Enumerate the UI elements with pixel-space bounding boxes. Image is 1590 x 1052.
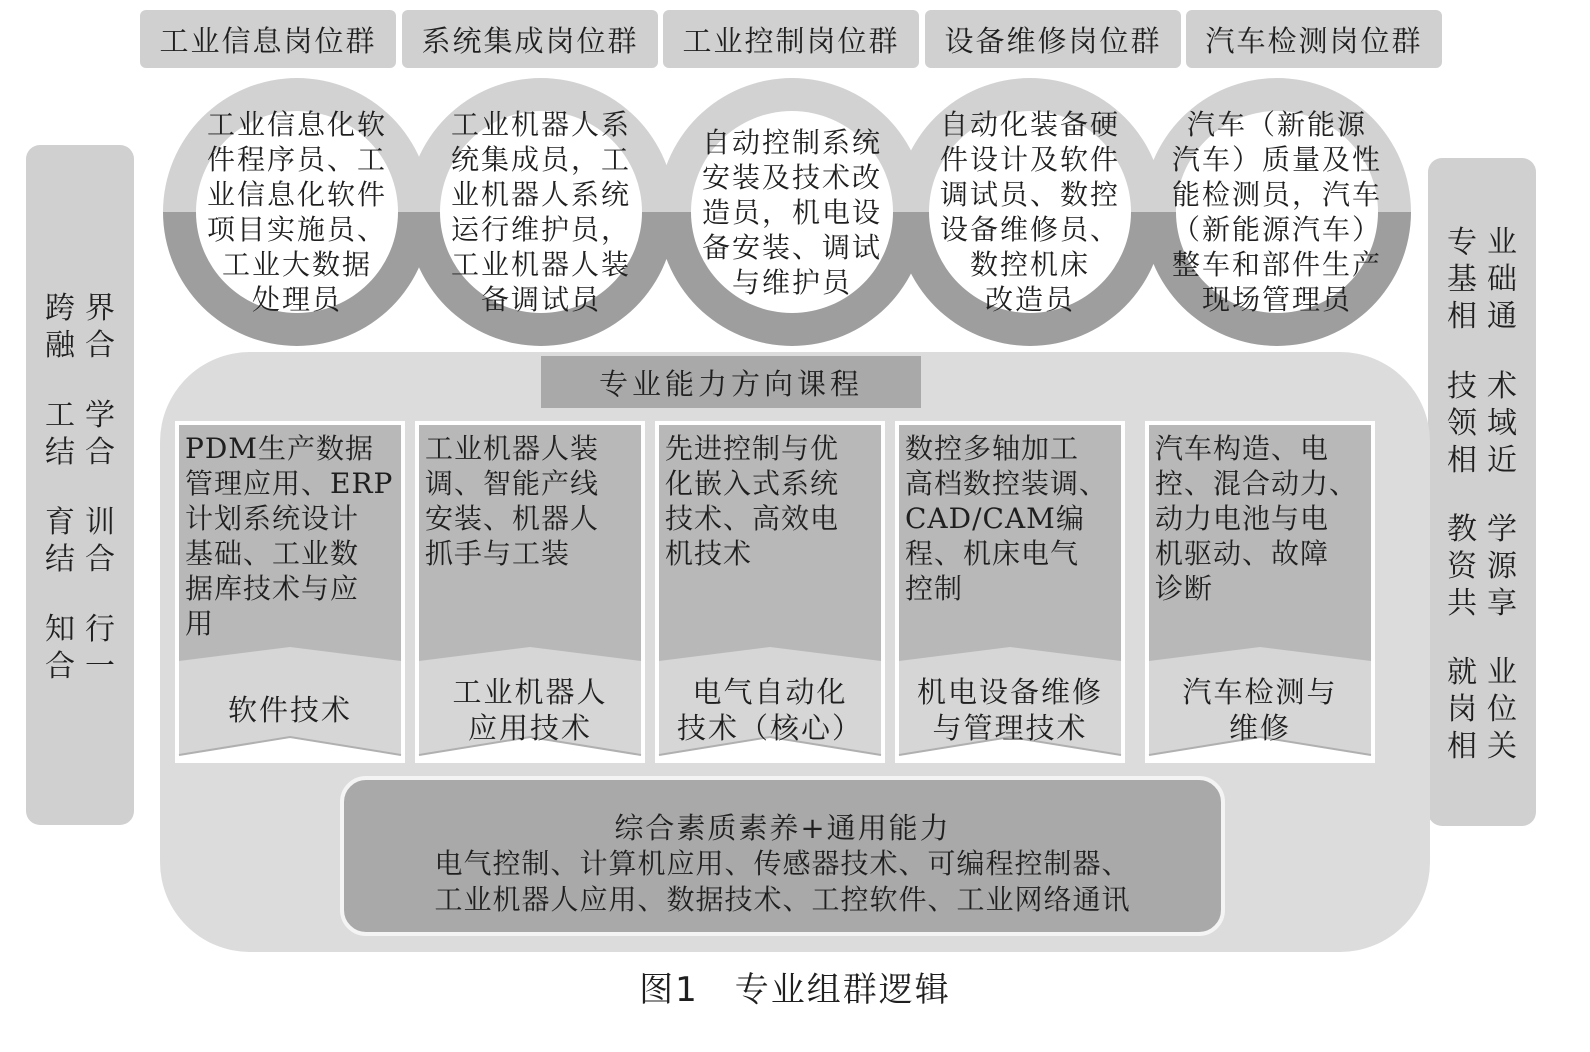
major-name: 工业机器人 应用技术 xyxy=(452,675,608,745)
right-principle-3: 教学 资源 共享 xyxy=(1447,512,1527,621)
ring-control-roles xyxy=(655,75,929,349)
right-principle-1: 专业 基础 相通 xyxy=(1447,225,1527,334)
left-principle-3: 育训 结合 xyxy=(45,505,125,577)
general-ability-line-1: 电气控制、计算机应用、传感器技术、可编程控制器、 xyxy=(434,847,1131,880)
group-tab-auto-testing: 汽车检测岗位群 xyxy=(1186,10,1442,68)
ring-maintenance-roles xyxy=(893,75,1167,349)
ring-text: 工业信息化软 件程序员、工 业信息化软件 项目实施员、 工业大数据 处理员 xyxy=(206,108,387,316)
course-heading: 专业能力方向课程 xyxy=(541,356,921,408)
course-column-auto xyxy=(1145,421,1375,763)
general-ability-box xyxy=(340,776,1225,936)
ring-text: 汽车（新能源 汽车）质量及性 能检测员，汽车 （新能源汽车） 整车和部件生产 现场管理员 xyxy=(1171,108,1382,316)
ring-text: 工业机器人系 统集成员，工 业机器人系统 运行维护员， 工业机器人装 备调试员 xyxy=(450,108,631,316)
general-ability-title: 综合素质素养+通用能力 xyxy=(614,811,951,845)
ring-text: 自动控制系统 安装及技术改 造员，机电设 备安装、调试 与维护员 xyxy=(701,125,882,299)
course-list: PDM生产数据 管理应用、ERP 计划系统设计 基础、工业数 据库技术与应 用 xyxy=(185,432,394,640)
major-name: 机电设备维修 与管理技术 xyxy=(916,675,1103,745)
major-name: 电气自动化 技术（核心） xyxy=(676,675,863,745)
ring-integration-roles xyxy=(404,75,678,349)
ring-info-roles xyxy=(160,75,434,349)
course-list: 工业机器人装 调、智能产线 安装、机器人 抓手与工装 xyxy=(425,432,600,570)
course-list: 数控多轴加工 高档数控装调、 CAD/CAM编 程、机床电气 控制 xyxy=(905,432,1109,605)
course-column-software xyxy=(175,421,405,763)
group-tab-control: 工业控制岗位群 xyxy=(663,10,919,68)
major-name: 汽车检测与 维修 xyxy=(1182,675,1338,745)
ring-auto-roles xyxy=(1140,75,1414,349)
course-column-automation xyxy=(655,421,885,763)
right-principle-4: 就业 岗位 相关 xyxy=(1447,655,1527,764)
course-list: 汽车构造、电 控、混合动力、 动力电池与电 机驱动、故障 诊断 xyxy=(1155,432,1359,605)
major-name: 软件技术 xyxy=(227,693,352,727)
right-principle-2: 技术 领域 相近 xyxy=(1447,369,1527,478)
course-column-mechatronics xyxy=(895,421,1125,763)
left-principle-2: 工学 结合 xyxy=(45,398,125,470)
group-tab-maintenance: 设备维修岗位群 xyxy=(925,10,1181,68)
course-column-robotics xyxy=(415,421,645,763)
ring-text: 自动化装备硬 件设计及软件 调试员、数控 设备维修员、 数控机床 改造员 xyxy=(939,108,1120,316)
course-list: 先进控制与优 化嵌入式系统 技术、高效电 机技术 xyxy=(665,432,840,570)
left-principle-1: 跨界 融合 xyxy=(45,291,125,363)
left-principle-4: 知行 合一 xyxy=(45,612,125,684)
group-tab-info: 工业信息岗位群 xyxy=(140,10,396,68)
group-tab-integration: 系统集成岗位群 xyxy=(402,10,658,68)
left-principles-panel xyxy=(26,145,134,825)
figure-caption: 图1 专业组群逻辑 xyxy=(639,970,951,1010)
general-ability-line-2: 工业机器人应用、数据技术、工控软件、工业网络通讯 xyxy=(434,883,1131,916)
right-principles-panel xyxy=(1428,158,1536,826)
